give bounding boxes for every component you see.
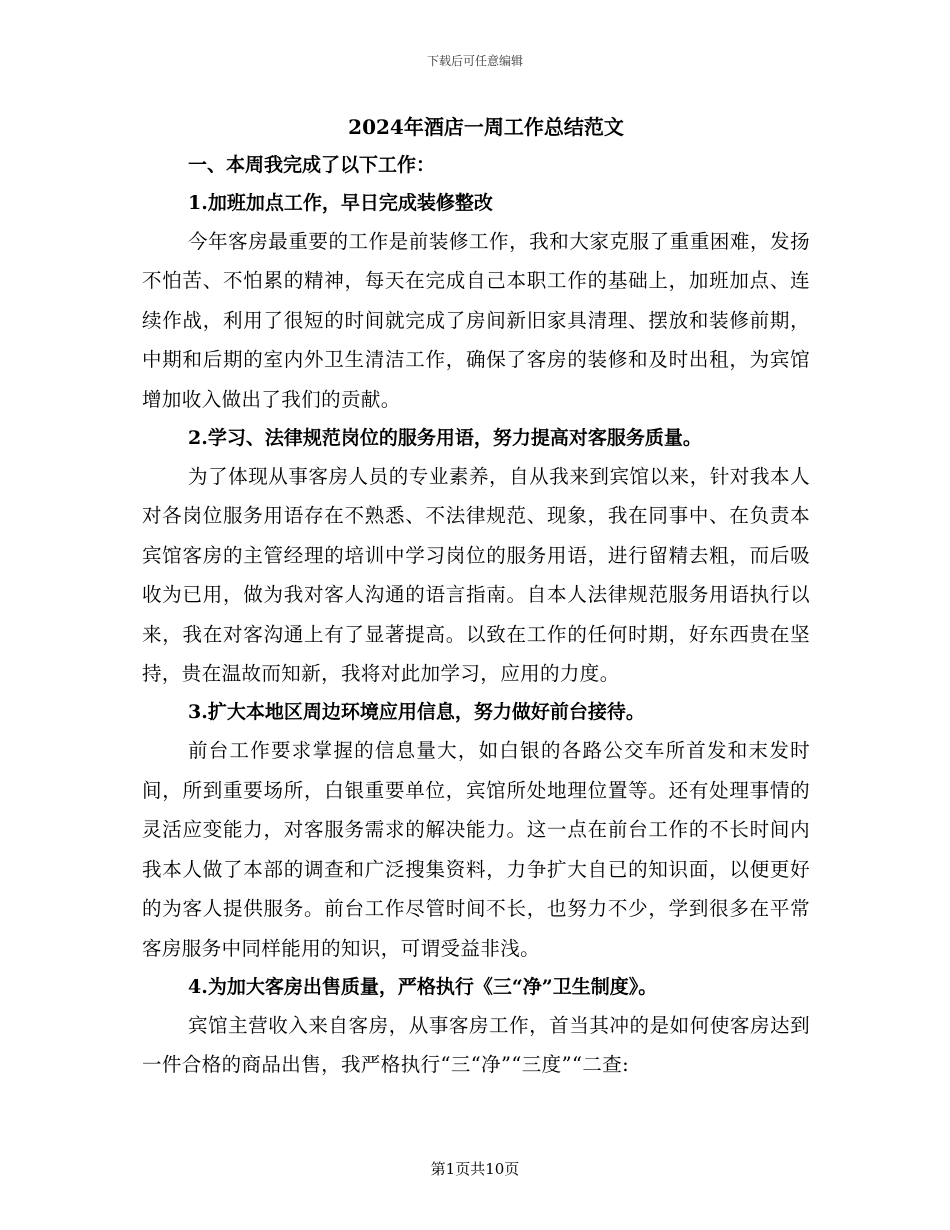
item-heading-2: 2.学习、法律规范岗位的服务用语，努力提高对客服务质量。 bbox=[188, 427, 702, 450]
header-note: 下载后可任意编辑 bbox=[426, 54, 523, 68]
item-paragraph-2: 为了体现从事客房人员的专业素养，自从我来到宾馆以来，针对我本人对各岗位服务用语存在不熟悉、不法律规范、现象，我在同事中、在负责本宾馆客房的主管经理的培训中学习岗位的服务用语，进行留精去粗，而后吸收为已用，做为我对客人沟通的语言指南。自本人法律规范服务用语执行以来，我在对客沟通上有了显著提高。以致在工作的任何时期，好东西贵在坚持，贵在温故而知新，我将对此加学习，应用的力度。 bbox=[142, 465, 810, 686]
section-heading: 一、本周我完成了以下工作： bbox=[188, 154, 436, 176]
item-heading-1: 1.加班加点工作，早日完成装修整改 bbox=[188, 192, 493, 214]
item-heading-4: 4.为加大客房出售质量，严格执行《三“净”卫生制度》。 bbox=[188, 975, 658, 998]
item-paragraph-4: 宾馆主营收入来自客房，从事客房工作，首当其冲的是如何使客房达到一件合格的商品出售，我严格执行“三“净”“三度”“二查: bbox=[142, 1013, 810, 1077]
item-paragraph-3: 前台工作要求掌握的信息量大，如白银的各路公交车所首发和末发时间，所到重要场所，白银重要单位，宾馆所处地理位置等。还有处理事情的灵活应变能力，对客服务需求的解决能力。这一点在前台工作的不长时间内我本人做了本部的调查和广泛搜集资料，力争扩大自已的知识面，以便更好的为客人提供服务。前台工作尽管时间不长，也努力不少，学到很多在平常客房服务中同样能用的知识，可谓受益非浅。 bbox=[142, 739, 810, 960]
page-footer: 第1页共10页 bbox=[430, 1160, 520, 1178]
item-paragraph-1: 今年客房最重要的工作是前装修工作，我和大家克服了重重困难，发扬不怕苦、不怕累的精神，每天在完成自己本职工作的基础上，加班加点、连续作战，利用了很短的时间就完成了房间新旧家具清理、摆放和装修前期，中期和后期的室内外卫生清洁工作，确保了客房的装修和及时出租，为宾馆增加收入做出了我们的贡献。 bbox=[142, 230, 810, 411]
document-body bbox=[142, 108, 810, 1085]
item-heading-3: 3.扩大本地区周边环境应用信息，努力做好前台接待。 bbox=[188, 701, 645, 724]
document-title: 2024年酒店一周工作总结范文 bbox=[348, 115, 624, 139]
